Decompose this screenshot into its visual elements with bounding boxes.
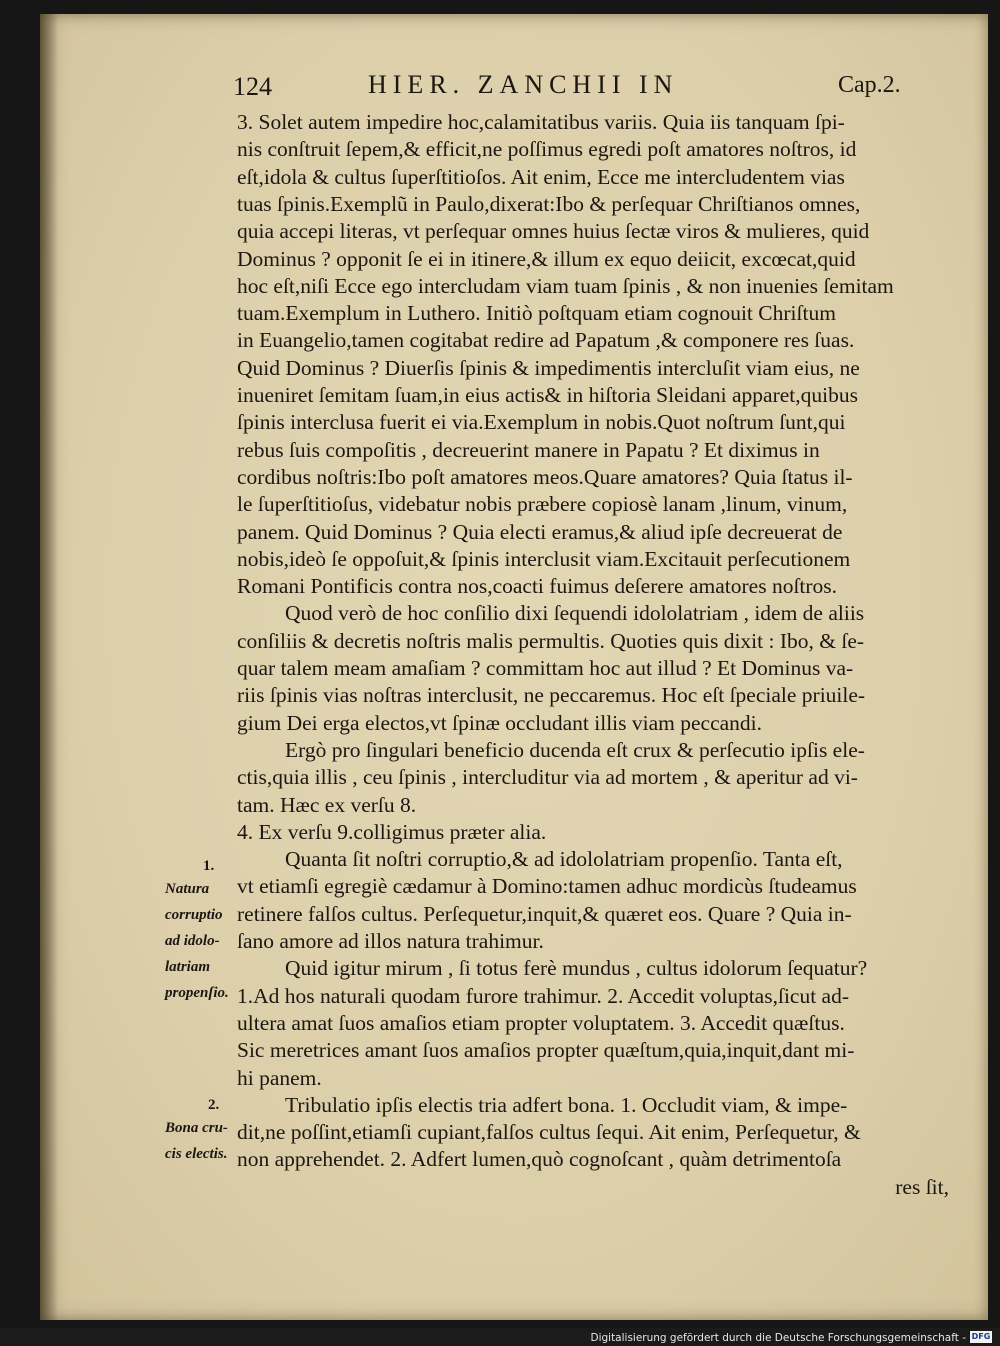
text-line: ultera amat ſuos amaſios etiam propter voluptatem. 3. Accedit quæſtus. xyxy=(237,1010,845,1035)
text-line: ſpinis interclusa fuerit ei via.Exemplum in nobis.Quot noſtrum ſunt,qui xyxy=(237,410,846,435)
text-line: 3. Solet autem impedire hoc,calamitatibus variis. Quia iis tanquam ſpi- xyxy=(237,110,845,134)
text-line: eſt,idola & cultus ſuperſtitioſos. Ait enim, Ecce me intercludentem vias xyxy=(237,164,845,189)
text-line: nis conſtruit ſepem,& efficit,ne poſſimus egredi poſt amatores noſtros, id xyxy=(237,137,857,162)
text-line: riis ſpinis vias noſtras interclusit, ne peccaremus. Hoc eſt ſpeciale priuile- xyxy=(237,683,866,708)
text-line: res ſit, xyxy=(895,1174,949,1199)
text-line: non apprehendet. 2. Adfert lumen,quò cognoſcant , quàm detrimentoſa xyxy=(237,1147,842,1172)
text-line: inueniret ſemitam ſuam,in eius actis& in hiſtoria Sleidani apparet,quibus xyxy=(237,383,858,407)
text-line: tuas ſpinis.Exemplũ in Paulo,dixerat:Ibo & perſequar Chriſtianos omnes, xyxy=(237,191,861,216)
chapter-reference: Cap.2. xyxy=(838,72,901,98)
text-line: nobis,ideò ſe oppoſuit,& ſpinis interclusit viam.Excitauit perſecutionem xyxy=(237,546,851,571)
text-line: panem. Quid Dominus ? Quia electi eramus,& aliud ipſe decreuerat de xyxy=(237,519,843,544)
text-line: retinere falſos cultus. Perſequetur,inquit,& quæret eos. Quare ? Quia in- xyxy=(237,901,852,926)
text-line: Quid Dominus ? Diuerſis ſpinis & impedimentis intercluſit viam eius, ne xyxy=(237,355,860,380)
text-line: in Euangelio,tamen cogitabat redire ad Papatum ,& componere res ſuas. xyxy=(237,328,855,353)
text-line: hi panem. xyxy=(237,1065,322,1090)
text-line: ctis,quia illis , ceu ſpinis , intercluditur via ad mortem , & aperitur ad vi- xyxy=(237,765,858,790)
text-line: hoc eſt,niſi Ecce ego intercludam viam tuam ſpinis , & non inuenies ſemitam xyxy=(237,273,894,298)
text-line: tuam.Exemplum in Luthero. Initiò poſtquam etiam cognouit Chriſtum xyxy=(237,301,836,326)
marginal-note xyxy=(165,1115,255,1167)
page-number: 124 xyxy=(233,72,272,101)
text-line: 1.Ad hos naturali quodam furore trahimur. 2. Accedit voluptas,ſicut ad- xyxy=(237,983,850,1008)
dfg-logo: DFG xyxy=(971,1332,991,1341)
text-line: quia accepi literas, vt perſequar omnes huius ſectæ viros & mulieres, quid xyxy=(237,219,870,244)
text-line: le ſuperſtitioſus, videbatur nobis præbere copiosè lanam ,linum, vinum, xyxy=(237,492,848,517)
text-line: Ergò pro ſingulari beneficio ducenda eſt crux & perſecutio ipſis ele- xyxy=(285,737,865,762)
marginal-note xyxy=(165,876,245,1006)
text-line: Tribulatio ipſis electis tria adfert bona. 1. Occludit viam, & impe- xyxy=(285,1092,848,1117)
marginal-line: ad idolo- xyxy=(165,933,220,949)
text-line: gium Dei erga electos,vt ſpinæ occludant illis viam peccandi. xyxy=(237,710,763,735)
marginal-line: latriam xyxy=(165,959,211,975)
marginal-note-number: 2. xyxy=(208,1097,220,1113)
marginal-line: corruptio xyxy=(165,907,223,923)
text-line: vt etiamſi egregiè cædamur à Domino:tamen adhuc mordicùs ſtudeamus xyxy=(237,874,857,899)
text-line: 4. Ex verſu 9.colligimus præter alia. xyxy=(237,819,547,844)
text-line: quar talem meam amaſiam ? committam hoc aut illud ? Et Dominus va- xyxy=(237,656,854,680)
marginal-line: cis electis. xyxy=(165,1146,228,1162)
marginal-line: Natura xyxy=(165,881,210,897)
running-title: HIER. ZANCHII IN xyxy=(368,70,679,99)
text-line: tam. Hæc ex verſu 8. xyxy=(237,792,417,817)
marginal-line: propenſio. xyxy=(165,985,229,1001)
page-gutter-shadow xyxy=(40,14,58,1320)
text-line: dit,ne poſſint,etiamſi cupiant,falſos cultus ſequi. Ait enim, Perſequetur, & xyxy=(237,1120,861,1145)
text-line: rebus ſuis compoſitis , decreuerint manere in Papatu ? Et diximus in xyxy=(237,437,820,462)
marginal-line: Bona cru- xyxy=(165,1120,228,1136)
marginal-note-number: 1. xyxy=(203,858,215,874)
text-line: Sic meretrices amant ſuos amaſios propter quæſtum,quia,inquit,dant mi- xyxy=(237,1038,855,1063)
text-line: Quid igitur mirum , ſi totus ferè mundus , cultus idolorum ſequatur? xyxy=(285,956,868,981)
text-line: Quanta ſit noſtri corruptio,& ad idololatriam propenſio. Tanta eſt, xyxy=(285,847,843,872)
text-line: Romani Pontificis contra nos,coacti fuimus deſerere amatores noſtros. xyxy=(237,574,838,599)
text-line: ſano amore ad illos natura trahimur. xyxy=(237,929,544,953)
text-line: Dominus ? opponit ſe ei in itinere,& illum ex equo deiicit, excœcat,quid xyxy=(237,246,856,271)
text-line: conſiliis & decretis noſtris malis permultis. Quoties quis dixit : Ibo, & ſe- xyxy=(237,628,865,653)
digitization-credit: Digitalisierung gefördert durch die Deutsche Forschungsgemeinschaft - xyxy=(590,1332,966,1344)
text-line: Quod verò de hoc conſilio dixi ſequendi idololatriam , idem de aliis xyxy=(285,601,865,626)
text-line: cordibus noſtris:Ibo poſt amatores meos.Quare amatores? Quia ſtatus il- xyxy=(237,464,853,489)
